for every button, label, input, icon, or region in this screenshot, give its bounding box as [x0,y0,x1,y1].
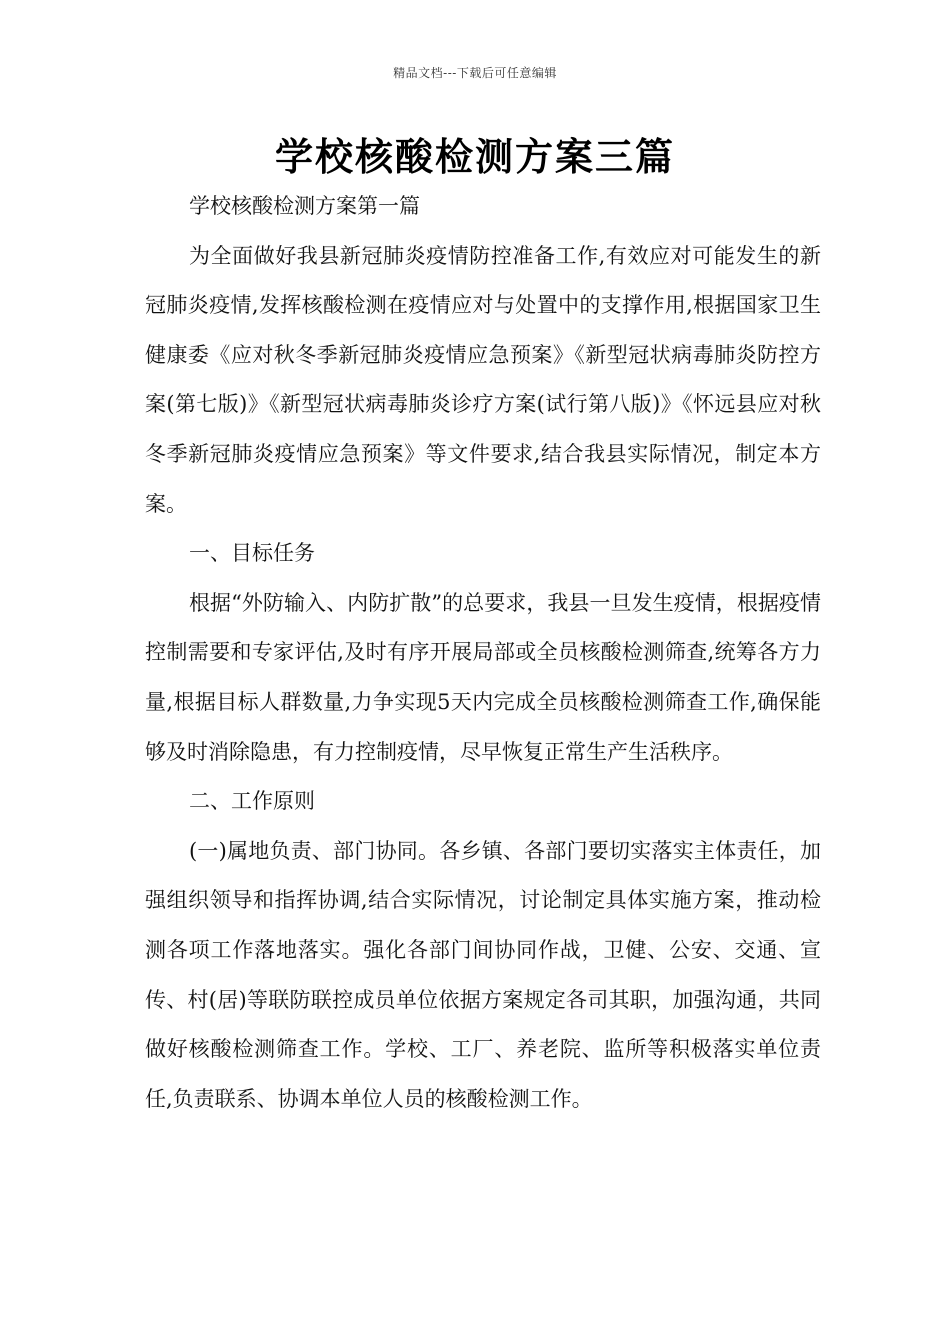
goals-paragraph: 根据“外防输入、内防扩散”的总要求，我县一旦发生疫情，根据疫情控制需要和专家评估,及时有序开展局部或全员核酸检测筛查,统筹各方力量,根据目标人群数量,力争实现5天内完成全员核酸检测筛查工作,确保能够及时消除隐患，有力控制疫情，尽早恢复正常生产生活秩序。 [145,590,821,764]
document-body [145,182,821,1124]
section-subtitle: 学校核酸检测方案第一篇 [189,194,420,218]
heading-principles: 二、工作原则 [189,789,315,814]
heading-goals: 一、目标任务 [189,541,315,566]
document-title: 学校核酸检测方案三篇 [274,134,675,179]
intro-paragraph: 为全面做好我县新冠肺炎疫情防控准备工作,有效应对可能发生的新冠肺炎疫情,发挥核酸检测在疫情应对与处置中的支撑作用,根据国家卫生健康委《应对秋冬季新冠肺炎疫情应急预案》《新型冠状病毒肺炎防控方案(第七版)》《新型冠状病毒肺炎诊疗方案(试行第八版)》《怀远县应对秋冬季新冠肺炎疫情应急预案》等文件要求,结合我县实际情况，制定本方案。 [145,243,821,516]
principles-paragraph: (一)属地负责、部门协同。各乡镇、各部门要切实落实主体责任，加强组织领导和指挥协调,结合实际情况，讨论制定具体实施方案，推动检测各项工作落地落实。强化各部门间协同作战，卫健、公安、交通、宣传、村(居)等联防联控成员单位依据方案规定各司其职，加强沟通，共同做好核酸检测筛查工作。学校、工厂、养老院、监所等积极落实单位责任,负责联系、协调本单位人员的核酸检测工作。 [145,838,821,1111]
page-header: 精品文档---下载后可任意编辑 [393,66,557,80]
